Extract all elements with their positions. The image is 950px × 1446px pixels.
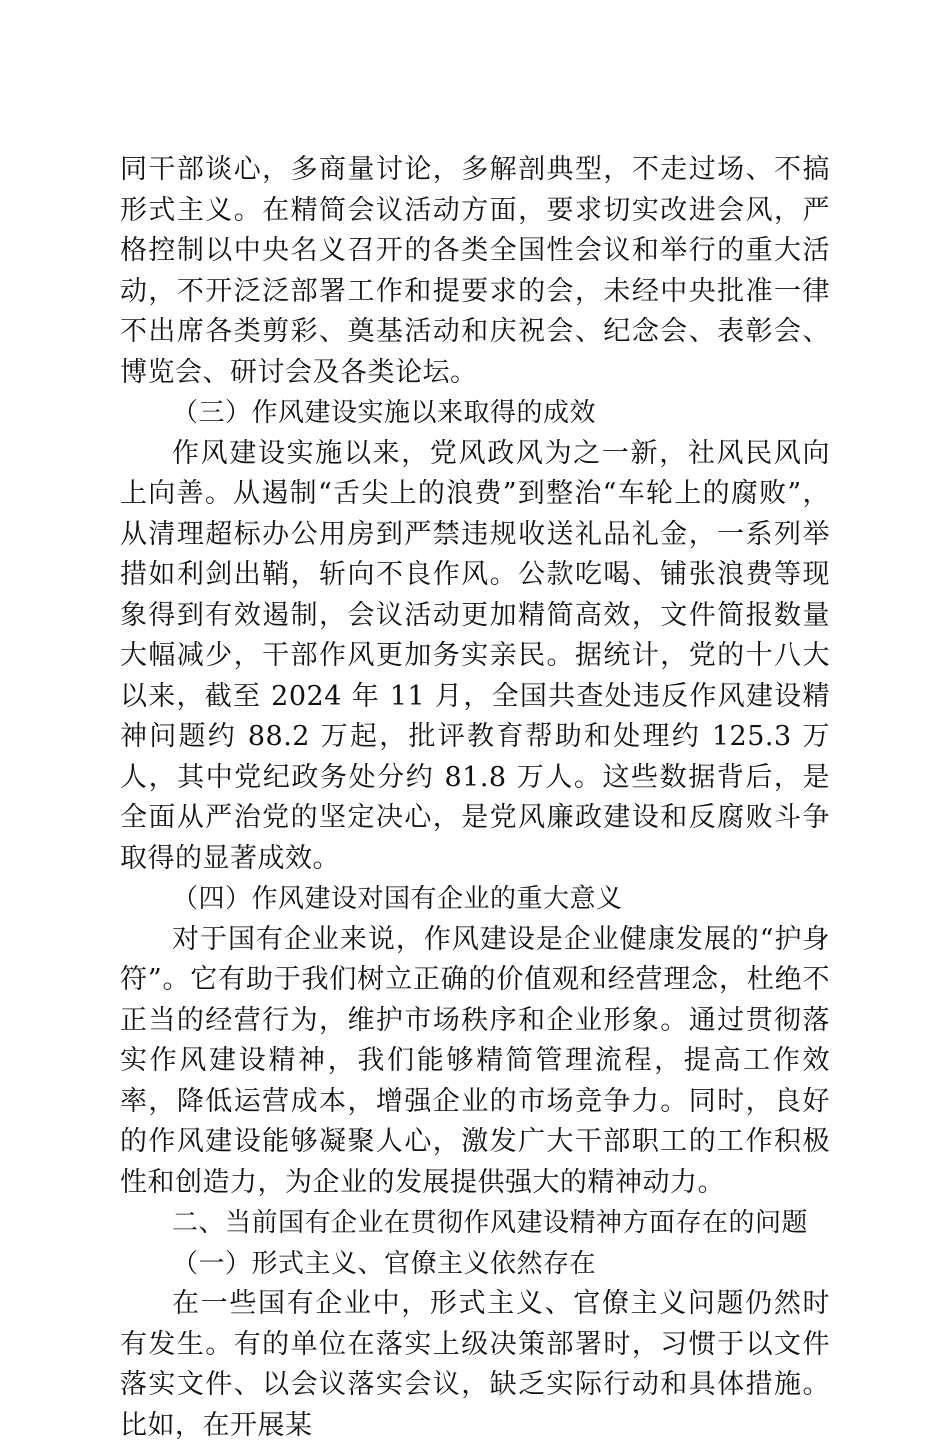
paragraph-continuation: 同干部谈心，多商量讨论，多解剖典型，不走过场、不搞形式主义。在精简会议活动方面，要求切实改进会风，严格控制以中央名义召开的各类全国性会议和举行的重大活动，不开泛泛部署工作和提要求的会，未经中央批准一律不出席各类剪彩、奠基活动和庆祝会、纪念会、表彰会、博览会、研讨会及各类论坛。 [120, 154, 830, 388]
section-heading-4: （四）作风建设对国有企业的重大意义 [172, 884, 623, 914]
chapter-heading-2: 二、当前国有企业在贯彻作风建设精神方面存在的问题 [172, 1208, 809, 1238]
document-page [120, 150, 830, 1446]
paragraph-significance: 对于国有企业来说，作风建设是企业健康发展的“护身符”。它有助于我们树立正确的价值观和经营理念，杜绝不正当的经营行为，维护市场秩序和企业形象。通过贯彻落实作风建设精神，我们能够精简管理流程，提高工作效率，降低运营成本，增强企业的市场竞争力。同时，良好的作风建设能够凝聚人心，激发广大干部职工的工作积极性和创造力，为企业的发展提供强大的精神动力。 [120, 923, 830, 1198]
paragraph-achievements: 作风建设实施以来，党风政风为之一新，社风民风向上向善。从遏制“舌尖上的浪费”到整治“车轮上的腐败”，从清理超标办公用房到严禁违规收送礼品礼金，一系列举措如利剑出鞘，斩向不良作风。公款吃喝、铺张浪费等现象得到有效遏制，会议活动更加精简高效，文件简报数量大幅减少，干部作风更加务实亲民。据统计，党的十八大以来，截至 2024 年 11 月，全国共查处违反作风建设精神问题约 88.2 万起，批评教育帮助和处理约 125.3 万人，其中党纪政务处分约 81.8 万人。这些数据背后，是全面从严治党的坚定决心，是党风廉政建设和反腐败斗争取得的显著成效。 [120, 437, 830, 874]
section-heading-3: （三）作风建设实施以来取得的成效 [172, 398, 597, 428]
paragraph-formalism: 在一些国有企业中，形式主义、官僚主义问题仍然时有发生。有的单位在落实上级决策部署时，习惯于以文件落实文件、以会议落实会议，缺乏实际行动和具体措施。比如，在开展某 [120, 1288, 830, 1441]
section-heading-1: （一）形式主义、官僚主义依然存在 [172, 1248, 597, 1279]
